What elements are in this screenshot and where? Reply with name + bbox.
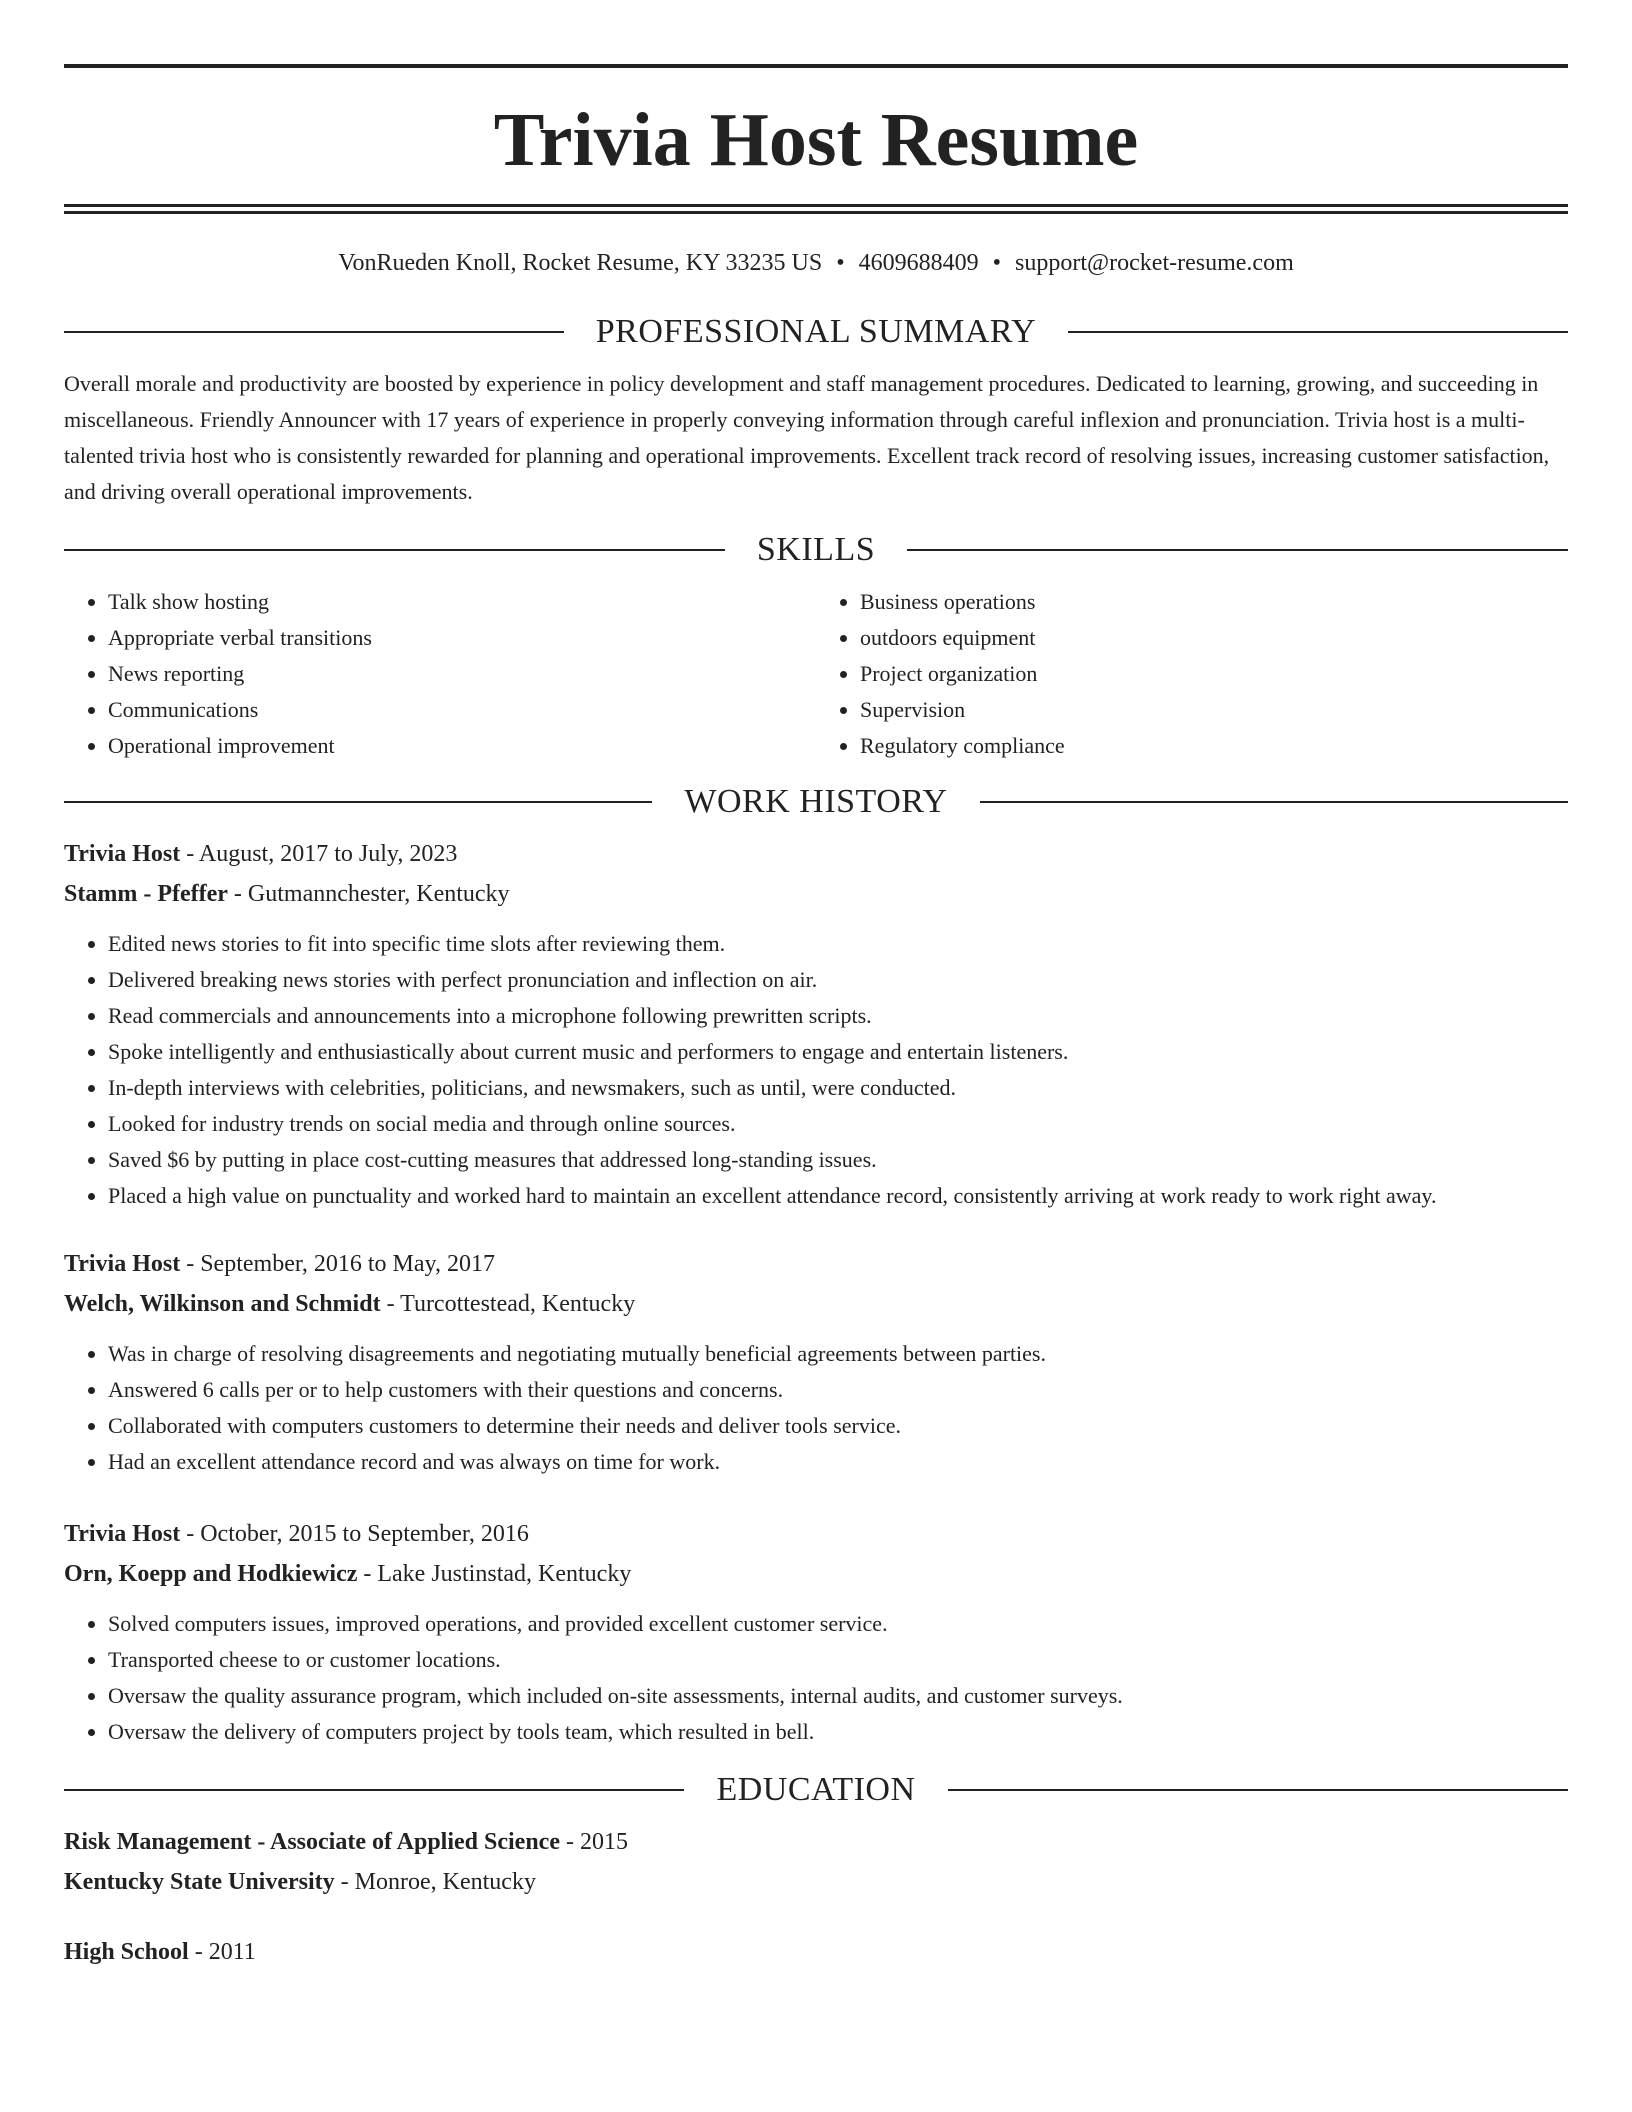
skills-section-header bbox=[64, 530, 1568, 570]
section-rule-left bbox=[64, 331, 564, 333]
skill-item: • Business operations bbox=[860, 584, 1568, 620]
job-company: Welch, Wilkinson and Schmidt bbox=[64, 1291, 381, 1317]
job-bullet: • Solved computers issues, improved operations, and provided excellent customer service. bbox=[108, 1606, 1568, 1642]
job-dates: - October, 2015 to September, 2016 bbox=[180, 1521, 529, 1547]
education-heading: EDUCATION bbox=[716, 1771, 916, 1808]
education-year: - 2015 bbox=[559, 1829, 628, 1855]
job-bullet: • Oversaw the quality assurance program, which included on-site assessments, internal audits, and customer surveys. bbox=[108, 1678, 1568, 1714]
skill-item: • outdoors equipment bbox=[860, 620, 1568, 656]
job-bullet: • Saved $6 by putting in place cost-cutting measures that addressed long-standing issues. bbox=[108, 1142, 1568, 1178]
skills-columns bbox=[64, 584, 1568, 764]
skill-item: • Communications bbox=[108, 692, 816, 728]
summary-section-header bbox=[64, 312, 1568, 352]
job-title-line bbox=[64, 834, 1568, 874]
contact-email: support@rocket-resume.com bbox=[1015, 250, 1294, 276]
skill-item: • Appropriate verbal transitions bbox=[108, 620, 816, 656]
job-entry bbox=[64, 1514, 1568, 1750]
job-bullet: • Spoke intelligently and enthusiastically about current music and performers to engage and entertain listeners. bbox=[108, 1034, 1568, 1070]
job-bullet: • Read commercials and announcements into a microphone following prewritten scripts. bbox=[108, 998, 1568, 1034]
skill-item: • Regulatory compliance bbox=[860, 728, 1568, 764]
job-bullet: • Placed a high value on punctuality and worked hard to maintain an excellent attendance record, consistently arriving at work ready to work right away. bbox=[108, 1178, 1568, 1214]
job-company: Orn, Koepp and Hodkiewicz bbox=[64, 1561, 358, 1587]
contact-address: VonRueden Knoll, Rocket Resume, KY 33235 US bbox=[338, 250, 823, 276]
skills-heading: SKILLS bbox=[756, 531, 876, 568]
education-section-header bbox=[64, 1770, 1568, 1810]
section-rule-left bbox=[64, 801, 652, 803]
education-degree: High School bbox=[64, 1939, 189, 1965]
job-title-line bbox=[64, 1244, 1568, 1284]
work-heading: WORK HISTORY bbox=[684, 783, 948, 820]
job-bullet: • In-depth interviews with celebrities, politicians, and newsmakers, such as until, were conducted. bbox=[108, 1070, 1568, 1106]
job-bullets bbox=[64, 1606, 1568, 1750]
job-entry bbox=[64, 1244, 1568, 1480]
job-bullet: • Answered 6 calls per or to help customers with their questions and concerns. bbox=[108, 1372, 1568, 1408]
job-bullet: • Delivered breaking news stories with perfect pronunciation and inflection on air. bbox=[108, 962, 1568, 998]
job-bullet: • Collaborated with computers customers to determine their needs and deliver tools service. bbox=[108, 1408, 1568, 1444]
job-bullets bbox=[64, 926, 1568, 1214]
education-school: Kentucky State University bbox=[64, 1869, 335, 1895]
job-location: - Lake Justinstad, Kentucky bbox=[357, 1561, 632, 1587]
education-degree-line bbox=[64, 1932, 1568, 1972]
job-location: - Turcottestead, Kentucky bbox=[380, 1291, 636, 1317]
skills-list-left bbox=[64, 584, 816, 764]
section-rule-left bbox=[64, 1789, 684, 1791]
job-entry bbox=[64, 834, 1568, 1214]
section-rule-right bbox=[1068, 331, 1568, 333]
job-dates: - September, 2016 to May, 2017 bbox=[180, 1251, 495, 1277]
section-rule-right bbox=[980, 801, 1568, 803]
job-bullets bbox=[64, 1336, 1568, 1480]
job-title: Trivia Host bbox=[64, 1251, 181, 1277]
job-title-line bbox=[64, 1514, 1568, 1554]
job-dates: - August, 2017 to July, 2023 bbox=[180, 841, 458, 867]
job-company-line bbox=[64, 874, 1568, 914]
summary-heading: PROFESSIONAL SUMMARY bbox=[595, 313, 1037, 350]
job-bullet: • Transported cheese to or customer locations. bbox=[108, 1642, 1568, 1678]
education-year: - 2011 bbox=[188, 1939, 256, 1965]
job-title: Trivia Host bbox=[64, 1521, 181, 1547]
resume-page bbox=[64, 64, 1568, 1972]
work-section-header bbox=[64, 782, 1568, 822]
job-company: Stamm - Pfeffer bbox=[64, 881, 228, 907]
document-title: Trivia Host Resume bbox=[493, 98, 1139, 182]
education-entry bbox=[64, 1932, 1568, 1972]
contact-line bbox=[64, 248, 1568, 278]
section-rule-left bbox=[64, 549, 725, 551]
job-company-line bbox=[64, 1284, 1568, 1324]
job-title: Trivia Host bbox=[64, 841, 181, 867]
job-bullet: • Had an excellent attendance record and was always on time for work. bbox=[108, 1444, 1568, 1480]
contact-separator: • bbox=[992, 250, 1002, 276]
skills-list-right bbox=[816, 584, 1568, 764]
section-rule-right bbox=[948, 1789, 1568, 1791]
job-location: - Gutmannchester, Kentucky bbox=[227, 881, 510, 907]
skill-item: • News reporting bbox=[108, 656, 816, 692]
education-degree-line bbox=[64, 1822, 1568, 1862]
top-rule bbox=[64, 64, 1568, 68]
skill-item: • Project organization bbox=[860, 656, 1568, 692]
skill-item: • Operational improvement bbox=[108, 728, 816, 764]
education-entry bbox=[64, 1822, 1568, 1902]
education-degree: Risk Management - Associate of Applied Science bbox=[64, 1829, 560, 1855]
job-company-line bbox=[64, 1554, 1568, 1594]
contact-phone: 4609688409 bbox=[858, 250, 979, 276]
education-location: - Monroe, Kentucky bbox=[334, 1869, 536, 1895]
skill-item: • Supervision bbox=[860, 692, 1568, 728]
education-school-line bbox=[64, 1862, 1568, 1902]
job-bullet: • Was in charge of resolving disagreements and negotiating mutually beneficial agreements between parties. bbox=[108, 1336, 1568, 1372]
summary-text: Overall morale and productivity are boosted by experience in policy development and staff management procedures. Dedicated to learning, growing, and succeeding in miscellaneous. Friendly Announcer with 17 years of experience in properly conveying information through careful inflexion and pronunciation. Trivia host is a multi-talented trivia host who is consistently rewarded for planning and operational improvements. Excellent track record of resolving issues, increasing customer satisfaction, and driving overall operational improvements. bbox=[64, 371, 1550, 504]
job-bullet: • Looked for industry trends on social media and through online sources. bbox=[108, 1106, 1568, 1142]
section-rule-right bbox=[907, 549, 1568, 551]
skill-item: • Talk show hosting bbox=[108, 584, 816, 620]
title-double-rule bbox=[64, 204, 1568, 214]
job-bullet: • Edited news stories to fit into specific time slots after reviewing them. bbox=[108, 926, 1568, 962]
job-bullet: • Oversaw the delivery of computers project by tools team, which resulted in bell. bbox=[108, 1714, 1568, 1750]
contact-separator: • bbox=[836, 250, 845, 276]
